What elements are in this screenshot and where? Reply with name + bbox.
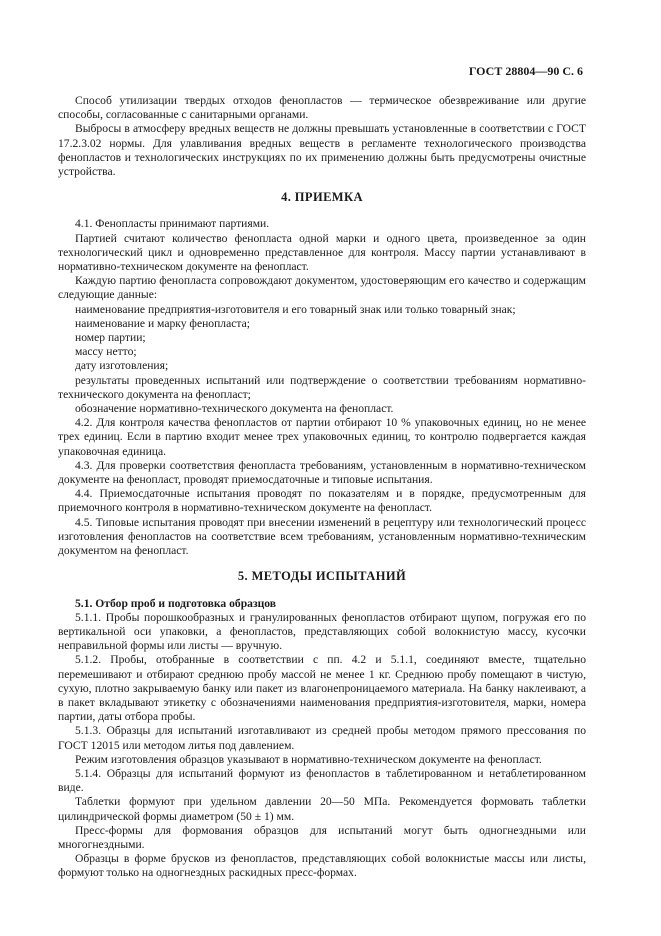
paragraph-batch-definition: Партией считают количество фенопласта одной марки и одного цвета, произведенное за один технологический цикл и одновременно представленное для контроля. Массу партии устанавливают в нормативно-техническом документе на фенопласт. xyxy=(58,231,586,274)
paragraph-5-1-3-mode: Режим изготовления образцов указывают в нормативно-техническом документе на фенопласт. xyxy=(75,752,542,766)
paragraph-5-1-3: 5.1.3. Образцы для испытаний изготавливают из средней пробы методом прямого прессования по ГОСТ 12015 или методом литья под давлением. xyxy=(58,724,586,752)
paragraph-disposal: Способ утилизации твердых отходов фенопластов — термическое обезвреживание или другие способы, согласованные с санитарными органами. xyxy=(58,94,586,122)
subsection-5-1-title: 5.1. Отбор проб и подготовка образцов xyxy=(75,596,277,610)
paragraph-4-3: 4.3. Для проверки соответствия фенопласта требованиям, установленным в нормативно-техническом документе на фенопласт, проводят приемосдаточные и типовые испытания. xyxy=(58,458,586,487)
paragraph-4-2: 4.2. Для контроля качества фенопластов от партии отбирают 10 % упаковочных единиц, но не менее трех единиц. Если в партию входит менее трех упаковочных единиц, то контролю подвергается каждая упаковочная единица. xyxy=(58,416,586,458)
list-item: результаты проведенных испытаний или подтверждение о соответствии требованиям нормативно-технического документа на фенопласт; xyxy=(58,373,586,401)
list-item: обозначение нормативно-технического документа на фенопласт. xyxy=(75,402,394,416)
section-5-title: 5. МЕТОДЫ ИСПЫТАНИЙ xyxy=(237,569,407,584)
paragraph-4-4: 4.4. Приемосдаточные испытания проводят по показателям и в порядке, предусмотренным для приемочного контроля в нормативно-техническом документе на фенопласт. xyxy=(58,487,586,515)
paragraph-5-1-1: 5.1.1. Пробы порошкообразных и гранулированных фенопластов отбирают щупом, погружая его по вертикальной оси упаковки, а фенопластов, представляющих собой волокнистую массу, кусочки неправильной формы или листы — вручную. xyxy=(58,610,586,653)
list-item: наименование предприятия-изготовителя и его товарный знак или только товарный знак; xyxy=(75,302,516,316)
paragraph-5-1-4: 5.1.4. Образцы для испытаний формуют из фенопластов в таблетированном и нетаблетированном виде. xyxy=(58,766,586,795)
list-item: массу нетто; xyxy=(75,345,137,359)
paragraph-tablets: Таблетки формуют при удельном давлении 20—50 МПа. Рекомендуется формовать таблетки цилиндрической формы диаметром (50 ± 1) мм. xyxy=(58,795,586,823)
paragraph-bars: Образцы в форме брусков из фенопластов, представляющих собой волокнистые массы или листы, формуют только на одногнездных раскидных пресс-формах. xyxy=(58,852,586,880)
paragraph-4-5: 4.5. Типовые испытания проводят при внесении изменений в рецептуру или технологический процесс изготовления фенопластов на соответствие всем требованиям, установленным нормативно-техническим документом на фенопласт. xyxy=(58,515,586,558)
list-item: дату изготовления; xyxy=(75,359,169,373)
list-item: номер партии; xyxy=(75,331,146,345)
page-header: ГОСТ 28804—90 С. 6 xyxy=(468,64,583,78)
paragraph-molds: Пресс-формы для формования образцов для испытаний могут быть одногнездными или многогнездными. xyxy=(58,823,586,851)
section-4-title: 4. ПРИЕМКА xyxy=(281,190,363,205)
page-content xyxy=(58,94,586,881)
paragraph-4-1: 4.1. Фенопласты принимают партиями. xyxy=(75,217,270,231)
paragraph-batch-document: Каждую партию фенопласта сопровождают документом, удостоверяющим его качество и содержащим следующие данные: xyxy=(58,274,586,302)
paragraph-5-1-2: 5.1.2. Пробы, отобранные в соответствии с пп. 4.2 и 5.1.1, соединяют вместе, тщательно перемешивают и отбирают среднюю пробу массой не менее 1 кг. Среднюю пробу помещают в чистую, сухую, плотно закрываемую банку или пакет из влагонепроницаемого материала. На банку наклеивают, а в пакет вкладывают этикетку с обозначениями наименования предприятия-изготовителя, марки, номера партии, даты отбора пробы. xyxy=(58,653,586,724)
list-item: наименование и марку фенопласта; xyxy=(75,316,250,330)
paragraph-emissions: Выбросы в атмосферу вредных веществ не должны превышать установленные в соответствии с ГОСТ 17.2.3.02 нормы. Для улавливания вредных веществ в регламенте технологического производства фенопластов и технологических инструкциях по их применению должны быть предусмотрены очистные устройства. xyxy=(58,122,586,179)
